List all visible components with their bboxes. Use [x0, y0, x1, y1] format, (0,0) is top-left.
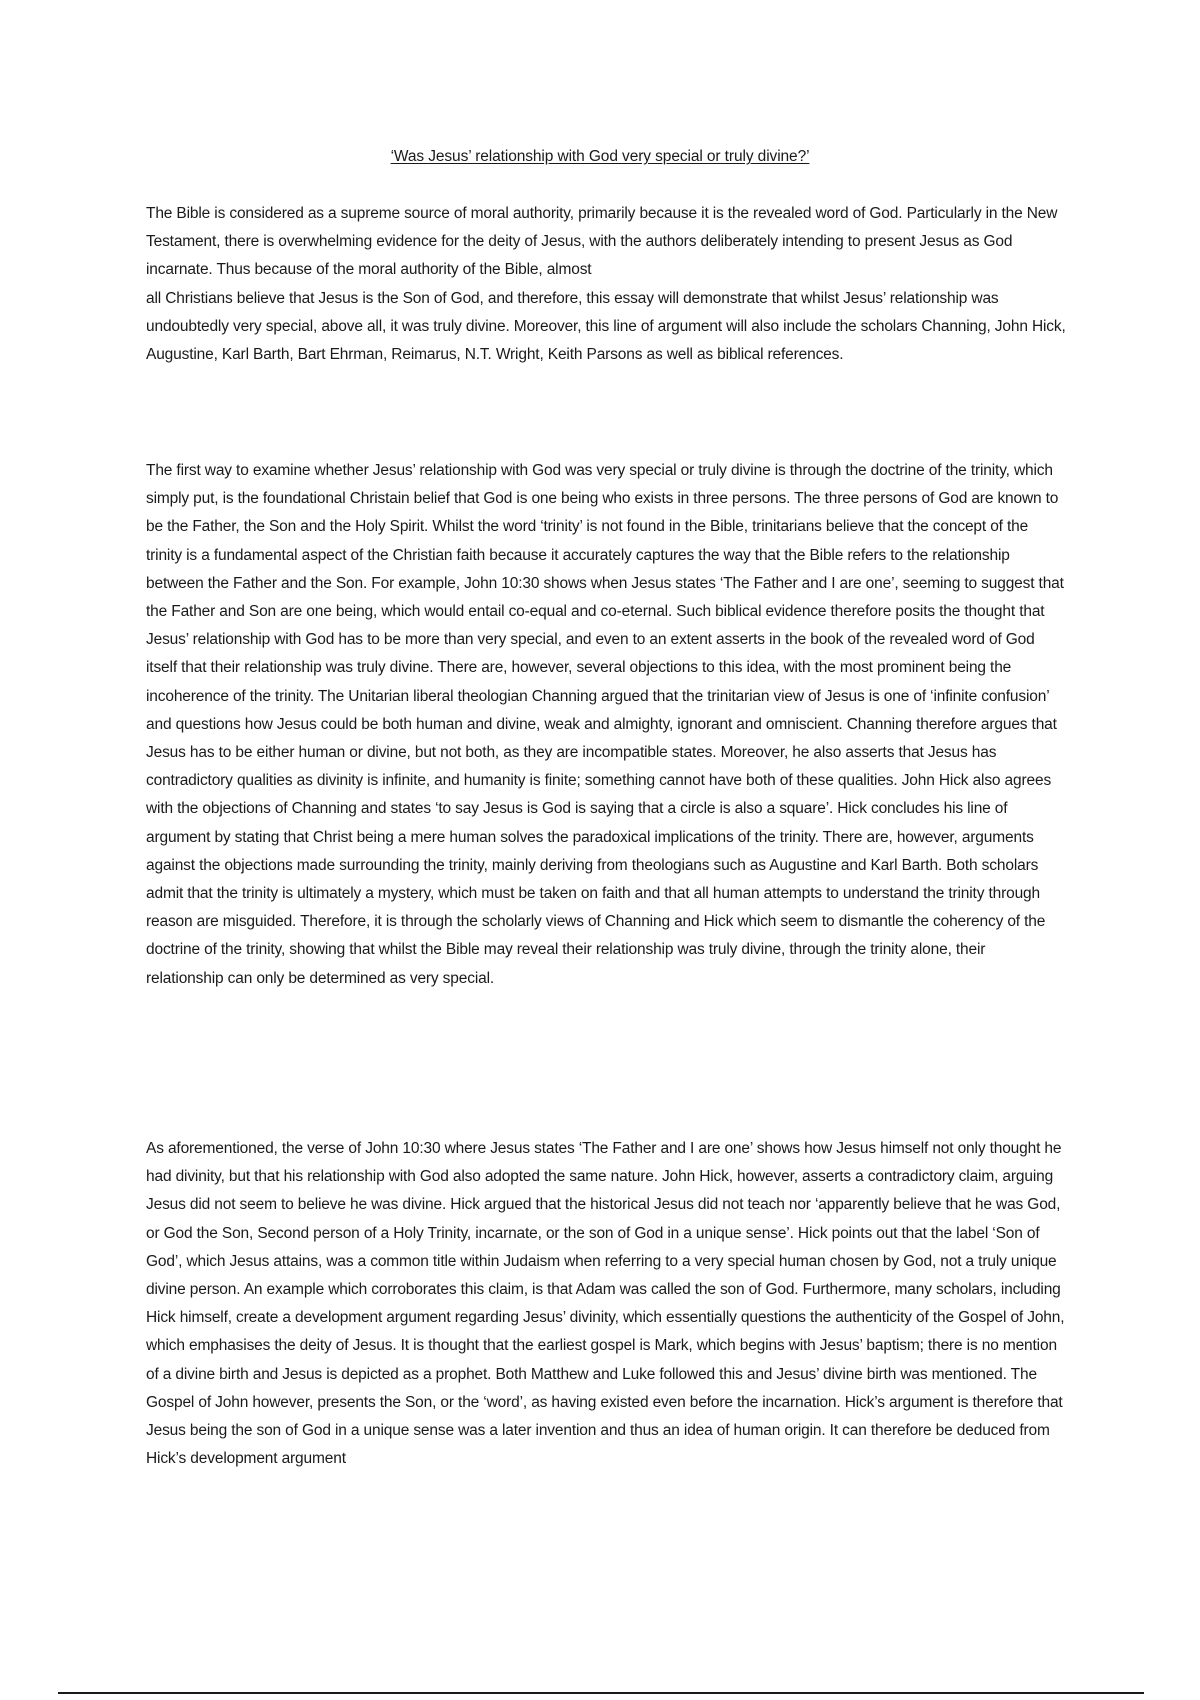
- paragraph-introduction: [146, 200, 1066, 369]
- paragraph-trinity: [146, 457, 1066, 993]
- paragraph-introduction-part-1: The Bible is considered as a supreme source of moral authority, primarily because it is the revealed word of God. Particularly in the New Testament, there is overwhelming evidence for the deity of Jesus, with the authors deliberately intending to present Jesus as God incarnate. Thus because of the moral authority of the Bible, almost: [146, 205, 1058, 279]
- essay-title: ‘Was Jesus’ relationship with God very special or truly divine?’: [390, 148, 810, 165]
- footer-divider: [58, 1692, 1144, 1694]
- paragraph-trinity-text: The first way to examine whether Jesus’ relationship with God was very special or truly divine is through the doctrine of the trinity, which simply put, is the foundational Christain belief that God is one being who exists in three persons. The three persons of God are known to be the Father, the Son and the Holy Spirit. Whilst the word ‘trinity’ is not found in the Bible, trinitarians believe that the concept of the trinity is a fundamental aspect of the Christian faith because it accurately captures the way that the Bible refers to the relationship between the Father and the Son. For example, John 10:30 shows when Jesus states ‘The Father and I are one’, seeming to suggest that the Father and Son are one being, which would entail co-equal and co-eternal. Such biblical evidence therefore posits the thought that Jesus’ relationship with God has to be more than very special, and even to an extent asserts in the book of the revealed word of God itself that their relationship was truly divine. There are, however, several objections to this idea, with the most prominent being the incoherence of the trinity. The Unitarian liberal theologian Channing argued that the trinitarian view of Jesus is one of ‘infinite confusion’ and questions how Jesus could be both human and divine, weak and almighty, ignorant and omniscient. Channing therefore argues that Jesus has to be either human or divine, but not both, as they are incompatible states. Moreover, he also asserts that Jesus has contradictory qualities as divinity is infinite, and humanity is finite; something cannot have both of these qualities. John Hick also agrees with the objections of Channing and states ‘to say Jesus is God is saying that a circle is also a square’. Hick concludes his line of argument by stating that Christ being a mere human solves the paradoxical implications of the trinity. There are, however, arguments against the objections made surrounding the trinity, mainly deriving from theologians such as Augustine and Karl Barth. Both scholars admit that the trinity is ultimately a mystery, which must be taken on faith and that all human attempts to understand the trinity through reason are misguided. Therefore, it is through the scholarly views of Channing and Hick which seem to dismantle the coherency of the doctrine of the trinity, showing that whilst the Bible may reveal their relationship was truly divine, through the trinity alone, their relationship can only be determined as very special.: [146, 462, 1064, 987]
- paragraph-john-hick-text: As aforementioned, the verse of John 10:30 where Jesus states ‘The Father and I are one’ shows how Jesus himself not only thought he had divinity, but that his relationship with God also adopted the same nature. John Hick, however, asserts a contradictory claim, arguing Jesus did not seem to believe he was divine. Hick argued that the historical Jesus did not teach nor ‘apparently believe that he was God, or God the Son, Second person of a Holy Trinity, incarnate, or the son of God in a unique sense’. Hick points out that the label ‘Son of God’, which Jesus attains, was a common title within Judaism when referring to a very special human chosen by God, not a truly unique divine person. An example which corroborates this claim, is that Adam was called the son of God. Furthermore, many scholars, including Hick himself, create a development argument regarding Jesus’ divinity, which essentially questions the authenticity of the Gospel of John, which emphasises the deity of Jesus. It is thought that the earliest gospel is Mark, which begins with Jesus’ baptism; there is no mention of a divine birth and Jesus is depicted as a prophet. Both Matthew and Luke followed this and Jesus’ divine birth was mentioned. The Gospel of John however, presents the Son, or the ‘word’, as having existed even before the incarnation. Hick’s argument is therefore that Jesus being the son of God in a unique sense was a later invention and thus an idea of human origin. It can therefore be deduced from Hick’s development argument: [146, 1140, 1065, 1468]
- paragraph-john-hick: [146, 1135, 1066, 1473]
- paragraph-introduction-part-2: all Christians believe that Jesus is the Son of God, and therefore, this essay will demonstrate that whilst Jesus’ relationship was undoubtedly very special, above all, it was truly divine. Moreover, this line of argument will also include the scholars Channing, John Hick, Augustine, Karl Barth, Bart Ehrman, Reimarus, N.T. Wright, Keith Parsons as well as biblical references.: [146, 289, 1066, 364]
